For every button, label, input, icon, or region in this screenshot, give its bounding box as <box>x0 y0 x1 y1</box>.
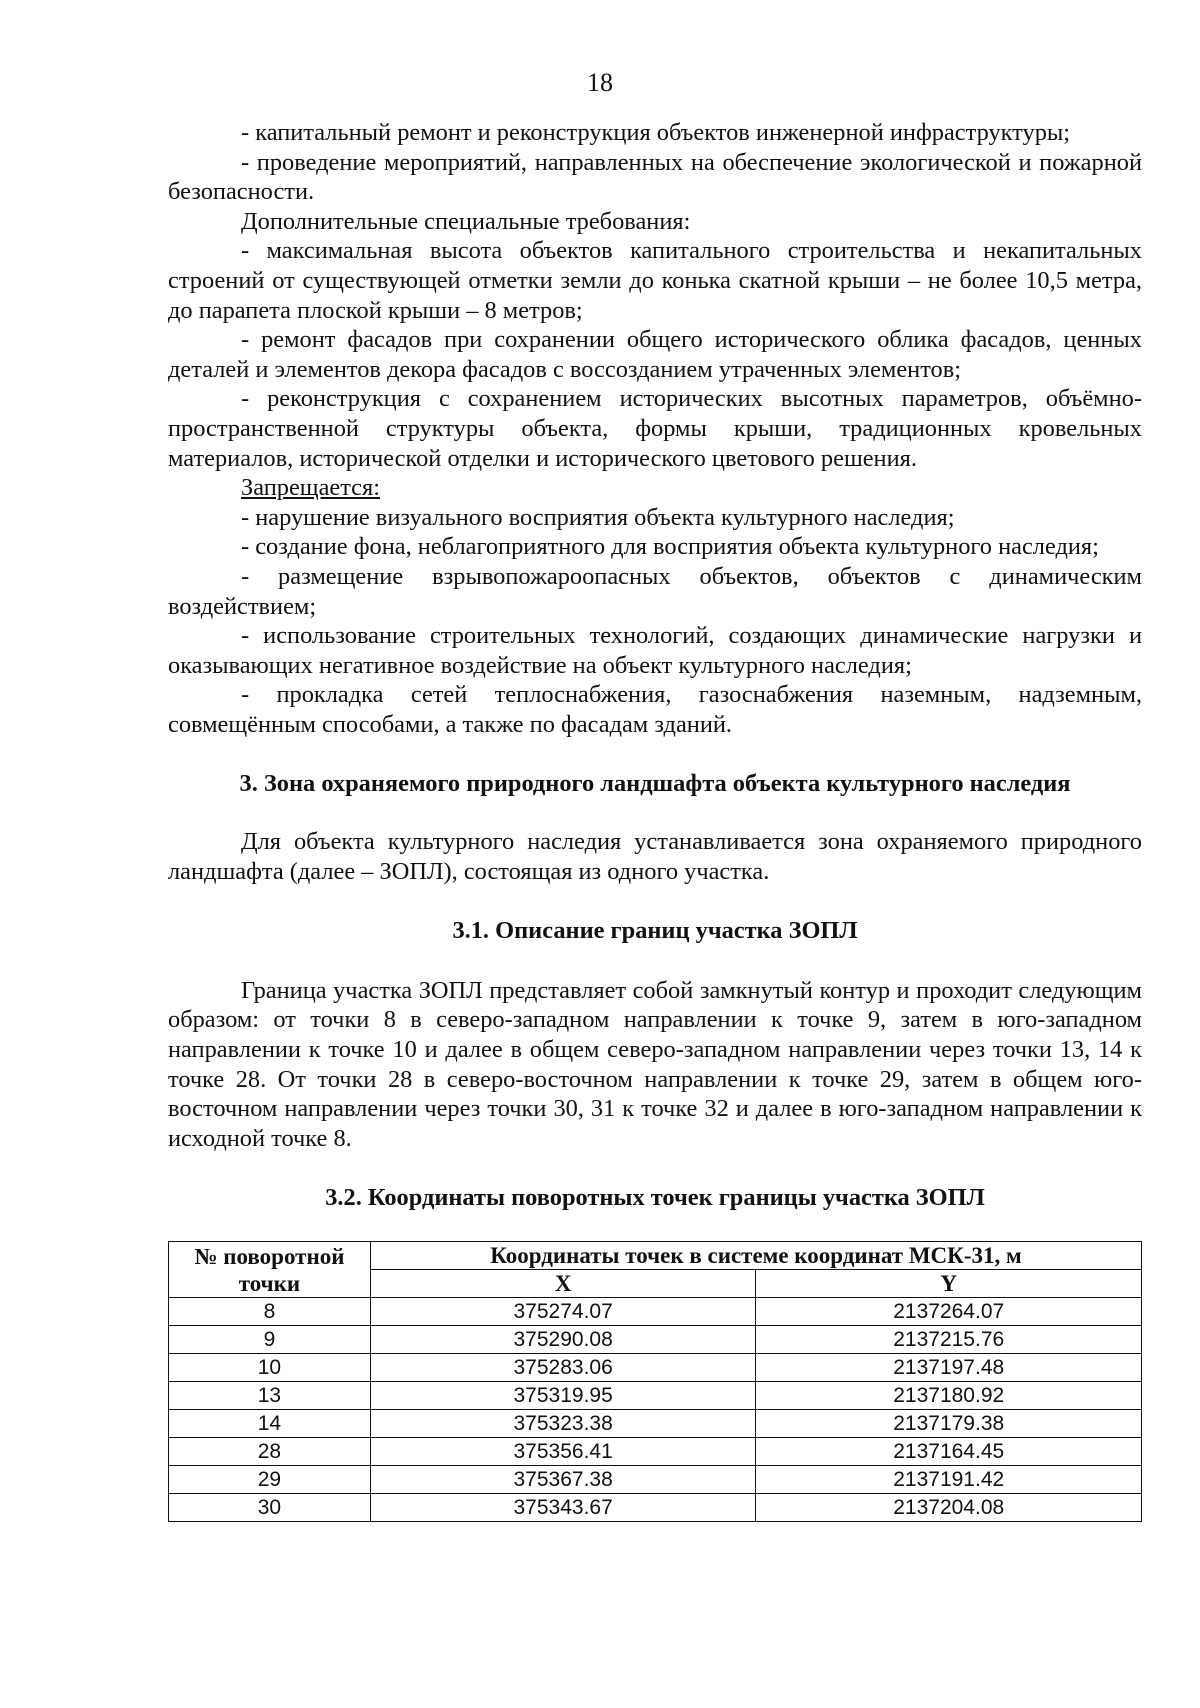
table-header-point-number: № поворотной точки <box>169 1242 371 1298</box>
cell-y: 2137164.45 <box>756 1438 1142 1466</box>
table-header-x: X <box>370 1270 756 1298</box>
cell-y: 2137191.42 <box>756 1466 1142 1494</box>
paragraph: - реконструкция с сохранением исторических высотных параметров, объёмно-пространственной структуры объекта, формы крыши, традиционных кровельных материалов, исторической отделки и исторического цветового решения. <box>168 385 1142 472</box>
table-row <box>169 1438 1142 1466</box>
cell-x: 375343.67 <box>370 1494 756 1522</box>
paragraph: - капитальный ремонт и реконструкция объектов инженерной инфраструктуры; <box>241 119 1071 146</box>
section-heading: 3. Зона охраняемого природного ландшафта объекта культурного наследия <box>239 770 1071 798</box>
spacer <box>168 1213 1142 1241</box>
table-row <box>169 1326 1142 1354</box>
cell-y: 2137204.08 <box>756 1494 1142 1522</box>
table-header-coordinates: Координаты точек в системе координат МСК-31, м <box>370 1242 1141 1270</box>
boundary-description: Граница участка ЗОПЛ представляет собой замкнутый контур и проходит следующим образом: от точки 8 в северо-западном направлении к точке 9, затем в юго-западном направлении к точке 10 и далее в общем северо-западном направлении через точки 13, 14 к точке 28. От точки 28 в северо-восточном направлении к точке 29, затем в общем юго-восточном направлении через точки 30, 31 к точке 32 и далее в юго-западном направлении к исходной точке 8. <box>168 976 1142 1152</box>
cell-y: 2137180.92 <box>756 1382 1142 1410</box>
table-row <box>169 1410 1142 1438</box>
paragraph: - ремонт фасадов при сохранении общего исторического облика фасадов, ценных деталей и элементов декора фасадов с воссозданием утраченных элементов; <box>168 326 1142 383</box>
prohibited-heading-line <box>168 473 1142 503</box>
paragraph: - максимальная высота объектов капитального строительства и некапитальных строений от существующей отметки земли до конька скатной крыши – не более 10,5 метра, до парапета плоской крыши – 8 метров; <box>168 237 1142 324</box>
section-intro: Для объекта культурного наследия устанавливается зона охраняемого природного ландшафта (далее – ЗОПЛ), состоящая из одного участка. <box>168 828 1142 885</box>
cell-x: 375274.07 <box>370 1298 756 1326</box>
table-row <box>169 1298 1142 1326</box>
cell-point-number: 28 <box>169 1438 371 1466</box>
document-body <box>168 118 1142 1522</box>
subsection-heading: 3.1. Описание границ участка ЗОПЛ <box>452 917 858 945</box>
prohibited-item: - использование строительных технологий, создающих динамические нагрузки и оказывающих негативное воздействие на объект культурного наследия; <box>168 622 1142 679</box>
table-title: 3.2. Координаты поворотных точек границы участка ЗОПЛ <box>325 1184 985 1212</box>
cell-x: 375367.38 <box>370 1466 756 1494</box>
table-header-y: Y <box>756 1270 1142 1298</box>
cell-y: 2137215.76 <box>756 1326 1142 1354</box>
cell-y: 2137264.07 <box>756 1298 1142 1326</box>
cell-point-number: 30 <box>169 1494 371 1522</box>
coordinates-table <box>168 1241 1142 1522</box>
spacer <box>168 1153 1142 1183</box>
cell-x: 375323.38 <box>370 1410 756 1438</box>
table-row <box>169 1382 1142 1410</box>
spacer <box>168 799 1142 827</box>
paragraph: Дополнительные специальные требования: <box>241 207 691 235</box>
cell-point-number: 8 <box>169 1298 371 1326</box>
cell-x: 375356.41 <box>370 1438 756 1466</box>
cell-point-number: 14 <box>169 1410 371 1438</box>
cell-y: 2137197.48 <box>756 1354 1142 1382</box>
cell-x: 375290.08 <box>370 1326 756 1354</box>
cell-point-number: 29 <box>169 1466 371 1494</box>
cell-point-number: 10 <box>169 1354 371 1382</box>
prohibited-item: - прокладка сетей теплоснабжения, газоснабжения наземным, надземным, совмещённым способами, а также по фасадам зданий. <box>168 681 1142 738</box>
cell-y: 2137179.38 <box>756 1410 1142 1438</box>
cell-x: 375319.95 <box>370 1382 756 1410</box>
spacer <box>168 886 1142 916</box>
spacer <box>168 739 1142 769</box>
prohibited-item: - создание фона, неблагоприятного для восприятия объекта культурного наследия; <box>241 533 1099 561</box>
cell-point-number: 13 <box>169 1382 371 1410</box>
prohibited-heading: Запрещается: <box>241 474 381 502</box>
table-row <box>169 1354 1142 1382</box>
page-number: 18 <box>587 68 613 97</box>
cell-x: 375283.06 <box>370 1354 756 1382</box>
prohibited-item: - нарушение визуального восприятия объекта культурного наследия; <box>241 503 955 531</box>
table-row <box>169 1494 1142 1522</box>
prohibited-item: - размещение взрывопожароопасных объектов, объектов с динамическим воздействием; <box>168 562 1142 620</box>
paragraph: - проведение мероприятий, направленных на обеспечение экологической и пожарной безопасности. <box>168 148 1142 206</box>
cell-point-number: 9 <box>169 1326 371 1354</box>
spacer <box>168 946 1142 976</box>
table-row <box>169 1466 1142 1494</box>
